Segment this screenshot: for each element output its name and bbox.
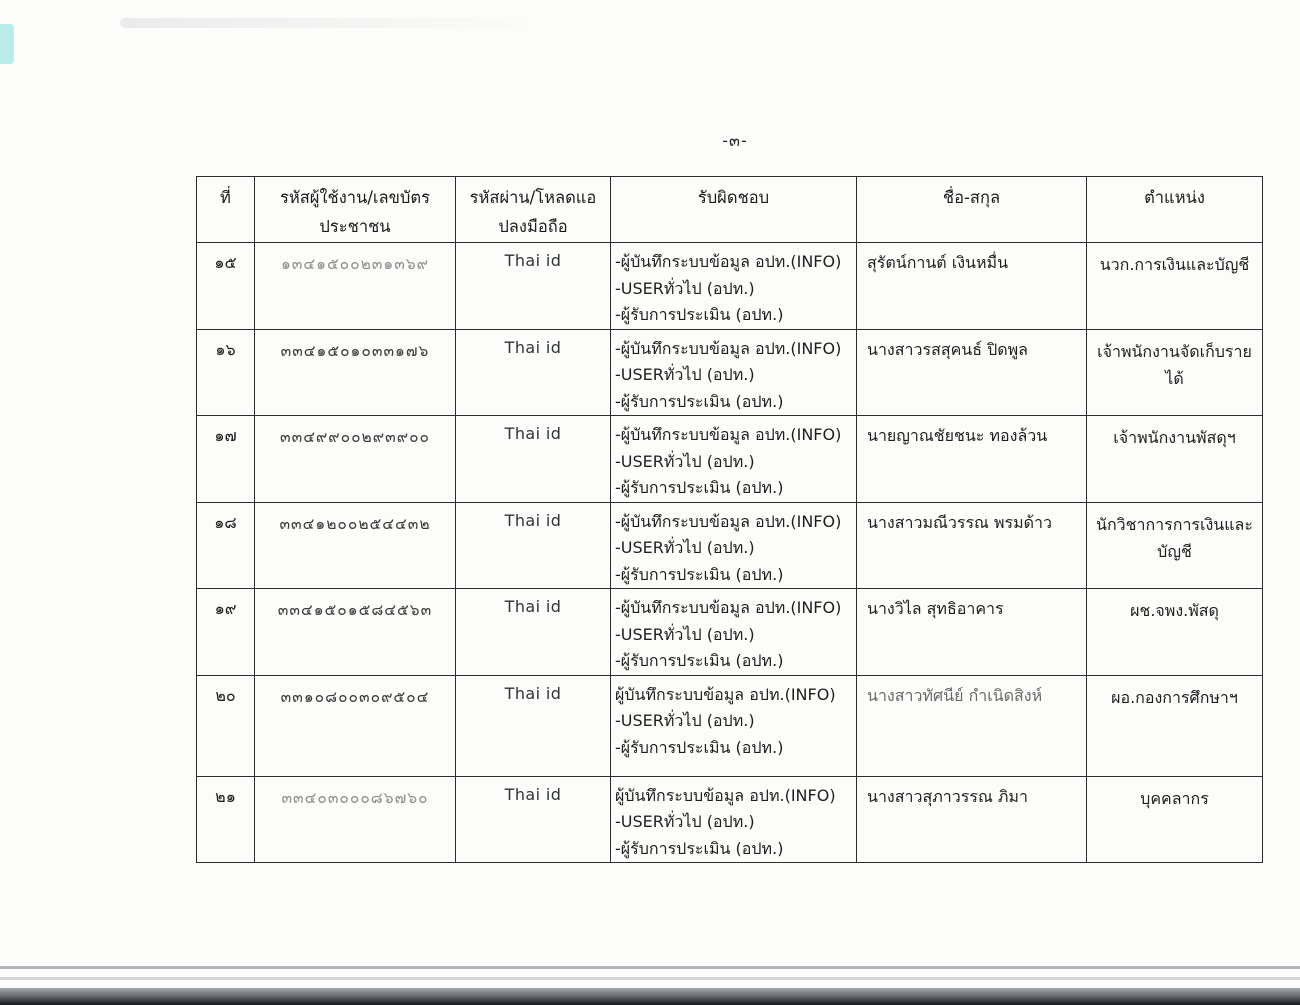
responsibility-line: -ผู้บันทึกระบบข้อมูล อปท.(INFO) bbox=[615, 598, 842, 617]
table-row bbox=[197, 589, 1263, 676]
position-line: ผช.จพง.พัสดุ bbox=[1130, 601, 1219, 620]
table-row bbox=[197, 675, 1263, 776]
column-header-line: รหัสผู้ใช้งาน/เลขบัตร bbox=[280, 188, 430, 207]
responsibility-line: -USERทั่วไป (อปท.) bbox=[615, 278, 755, 298]
responsibility-line: -USERทั่วไป (อปท.) bbox=[615, 451, 755, 471]
user-id-cell: ๓๓๔๑๒๐๐๒๕๔๔๓๒ bbox=[255, 502, 456, 589]
position-line: เจ้าพนักงานพัสดุฯ bbox=[1113, 428, 1236, 447]
user-id-cell: ๓๓๔๑๕๐๑๐๓๓๑๗๖ bbox=[255, 329, 456, 416]
position-cell bbox=[1087, 776, 1263, 863]
column-header bbox=[255, 177, 456, 243]
user-id-cell: ๑๓๔๑๕๐๐๒๓๑๓๖๙ bbox=[255, 243, 456, 330]
name-cell: นางสาวรสสุคนธ์ ปิดพูล bbox=[857, 329, 1087, 416]
row-number-cell: ๑๙ bbox=[197, 589, 255, 676]
column-header-line: ชื่อ-สกุล bbox=[942, 188, 1001, 207]
password-method-cell: Thai id bbox=[456, 502, 611, 589]
responsibility-line: ผู้บันทึกระบบข้อมูล อปท.(INFO) bbox=[615, 684, 836, 704]
user-accounts-table bbox=[196, 176, 1263, 863]
user-id-cell: ๓๓๔๙๙๐๐๒๙๓๙๐๐ bbox=[255, 416, 456, 503]
scan-line bbox=[0, 977, 1300, 980]
table-row bbox=[197, 416, 1263, 503]
responsibility-cell bbox=[611, 589, 857, 676]
column-header bbox=[197, 177, 255, 243]
responsibility-line: -ผู้บันทึกระบบข้อมูล อปท.(INFO) bbox=[615, 511, 842, 531]
responsibility-line: -ผู้รับการประเมิน (อปท.) bbox=[615, 564, 784, 584]
scan-smudge bbox=[120, 18, 540, 28]
table-row bbox=[197, 243, 1263, 330]
name-cell: นายญาณชัยชนะ ทองล้วน bbox=[857, 416, 1087, 503]
responsibility-line: -ผู้บันทึกระบบข้อมูล อปท.(INFO) bbox=[615, 425, 842, 444]
page-number: -๓- bbox=[722, 131, 748, 150]
responsibility-line: -ผู้รับการประเมิน (อปท.) bbox=[615, 838, 784, 858]
responsibility-line: -ผู้รับการประเมิน (อปท.) bbox=[615, 391, 784, 411]
name-cell: นางวิไล สุทธิอาคาร bbox=[857, 589, 1087, 676]
column-header-line: ประชาชน bbox=[319, 217, 391, 236]
password-method-cell: Thai id bbox=[456, 329, 611, 416]
position-line: เจ้าพนักงานจัดเก็บรายได้ bbox=[1097, 341, 1252, 388]
position-line: บุคคลากร bbox=[1140, 788, 1209, 808]
responsibility-line: -ผู้บันทึกระบบข้อมูล อปท.(INFO) bbox=[615, 338, 842, 358]
name-cell: นางสาวสุภาวรรณ ภิมา bbox=[857, 776, 1087, 863]
column-header-line: ที่ bbox=[220, 188, 231, 207]
password-method-cell: Thai id bbox=[456, 776, 611, 863]
position-cell bbox=[1087, 416, 1263, 503]
responsibility-line: -ผู้รับการประเมิน (อปท.) bbox=[615, 737, 784, 757]
responsibility-line: -USERทั่วไป (อปท.) bbox=[615, 624, 755, 644]
scan-line bbox=[0, 966, 1300, 969]
responsibility-cell bbox=[611, 416, 857, 503]
position-cell bbox=[1087, 502, 1263, 589]
position-cell bbox=[1087, 675, 1263, 776]
corner-scan-mark bbox=[0, 24, 14, 64]
user-id-cell: ๓๓๔๑๕๐๑๕๘๔๕๖๓ bbox=[255, 589, 456, 676]
position-cell bbox=[1087, 243, 1263, 330]
password-method-cell: Thai id bbox=[456, 416, 611, 503]
column-header-line: รับผิดชอบ bbox=[697, 188, 770, 207]
responsibility-line: ผู้บันทึกระบบข้อมูล อปท.(INFO) bbox=[615, 785, 836, 805]
responsibility-line: -USERทั่วไป (อปท.) bbox=[615, 812, 755, 831]
responsibility-cell bbox=[611, 675, 857, 776]
position-line: บัญชี bbox=[1157, 541, 1192, 561]
row-number-cell: ๒๑ bbox=[197, 776, 255, 863]
responsibility-line: -ผู้บันทึกระบบข้อมูล อปท.(INFO) bbox=[615, 252, 842, 271]
row-number-cell: ๑๗ bbox=[197, 416, 255, 503]
column-header-line: ตำแหน่ง bbox=[1144, 188, 1205, 207]
position-line: ผอ.กองการศึกษาฯ bbox=[1111, 687, 1238, 707]
row-number-cell: ๑๕ bbox=[197, 243, 255, 330]
table-body bbox=[197, 243, 1263, 863]
password-method-cell: Thai id bbox=[456, 675, 611, 776]
table-header bbox=[197, 177, 1263, 243]
column-header bbox=[611, 177, 857, 243]
name-cell: สุรัตน์กานต์ เงินหมื่น bbox=[857, 243, 1087, 330]
password-method-cell: Thai id bbox=[456, 589, 611, 676]
table-row bbox=[197, 776, 1263, 863]
responsibility-line: -USERทั่วไป (อปท.) bbox=[615, 711, 755, 730]
responsibility-cell bbox=[611, 243, 857, 330]
position-line: นักวิชาการการเงินและ bbox=[1096, 514, 1253, 534]
responsibility-cell bbox=[611, 776, 857, 863]
name-cell: นางสาวมณีวรรณ พรมด้าว bbox=[857, 502, 1087, 589]
column-header bbox=[456, 177, 611, 243]
responsibility-line: -USERทั่วไป (อปท.) bbox=[615, 365, 755, 384]
column-header-line: ปลงมือถือ bbox=[498, 217, 568, 236]
row-number-cell: ๒๐ bbox=[197, 675, 255, 776]
responsibility-line: -ผู้รับการประเมิน (อปท.) bbox=[615, 651, 784, 670]
name-cell: นางสาวทัศนีย์ กำเนิดสิงห์ bbox=[857, 675, 1087, 776]
table-row bbox=[197, 502, 1263, 589]
table-row bbox=[197, 329, 1263, 416]
column-header bbox=[1087, 177, 1263, 243]
column-header-line: รหัสผ่าน/โหลดแอ bbox=[469, 188, 597, 207]
user-id-cell: ๓๓๑๐๘๐๐๓๐๙๕๐๔ bbox=[255, 675, 456, 776]
responsibility-line: -ผู้รับการประเมิน (อปท.) bbox=[615, 478, 784, 497]
column-header bbox=[857, 177, 1087, 243]
responsibility-cell bbox=[611, 502, 857, 589]
table-header-row bbox=[197, 177, 1263, 243]
password-method-cell: Thai id bbox=[456, 243, 611, 330]
responsibility-line: -USERทั่วไป (อปท.) bbox=[615, 538, 755, 557]
position-cell bbox=[1087, 589, 1263, 676]
row-number-cell: ๑๖ bbox=[197, 329, 255, 416]
responsibility-cell bbox=[611, 329, 857, 416]
user-id-cell: ๓๓๔๐๓๐๐๐๘๖๗๖๐ bbox=[255, 776, 456, 863]
bottom-scan-band bbox=[0, 988, 1300, 1005]
row-number-cell: ๑๘ bbox=[197, 502, 255, 589]
responsibility-line: -ผู้รับการประเมิน (อปท.) bbox=[615, 305, 784, 324]
position-cell bbox=[1087, 329, 1263, 416]
position-line: นวก.การเงินและบัญชี bbox=[1099, 255, 1250, 274]
